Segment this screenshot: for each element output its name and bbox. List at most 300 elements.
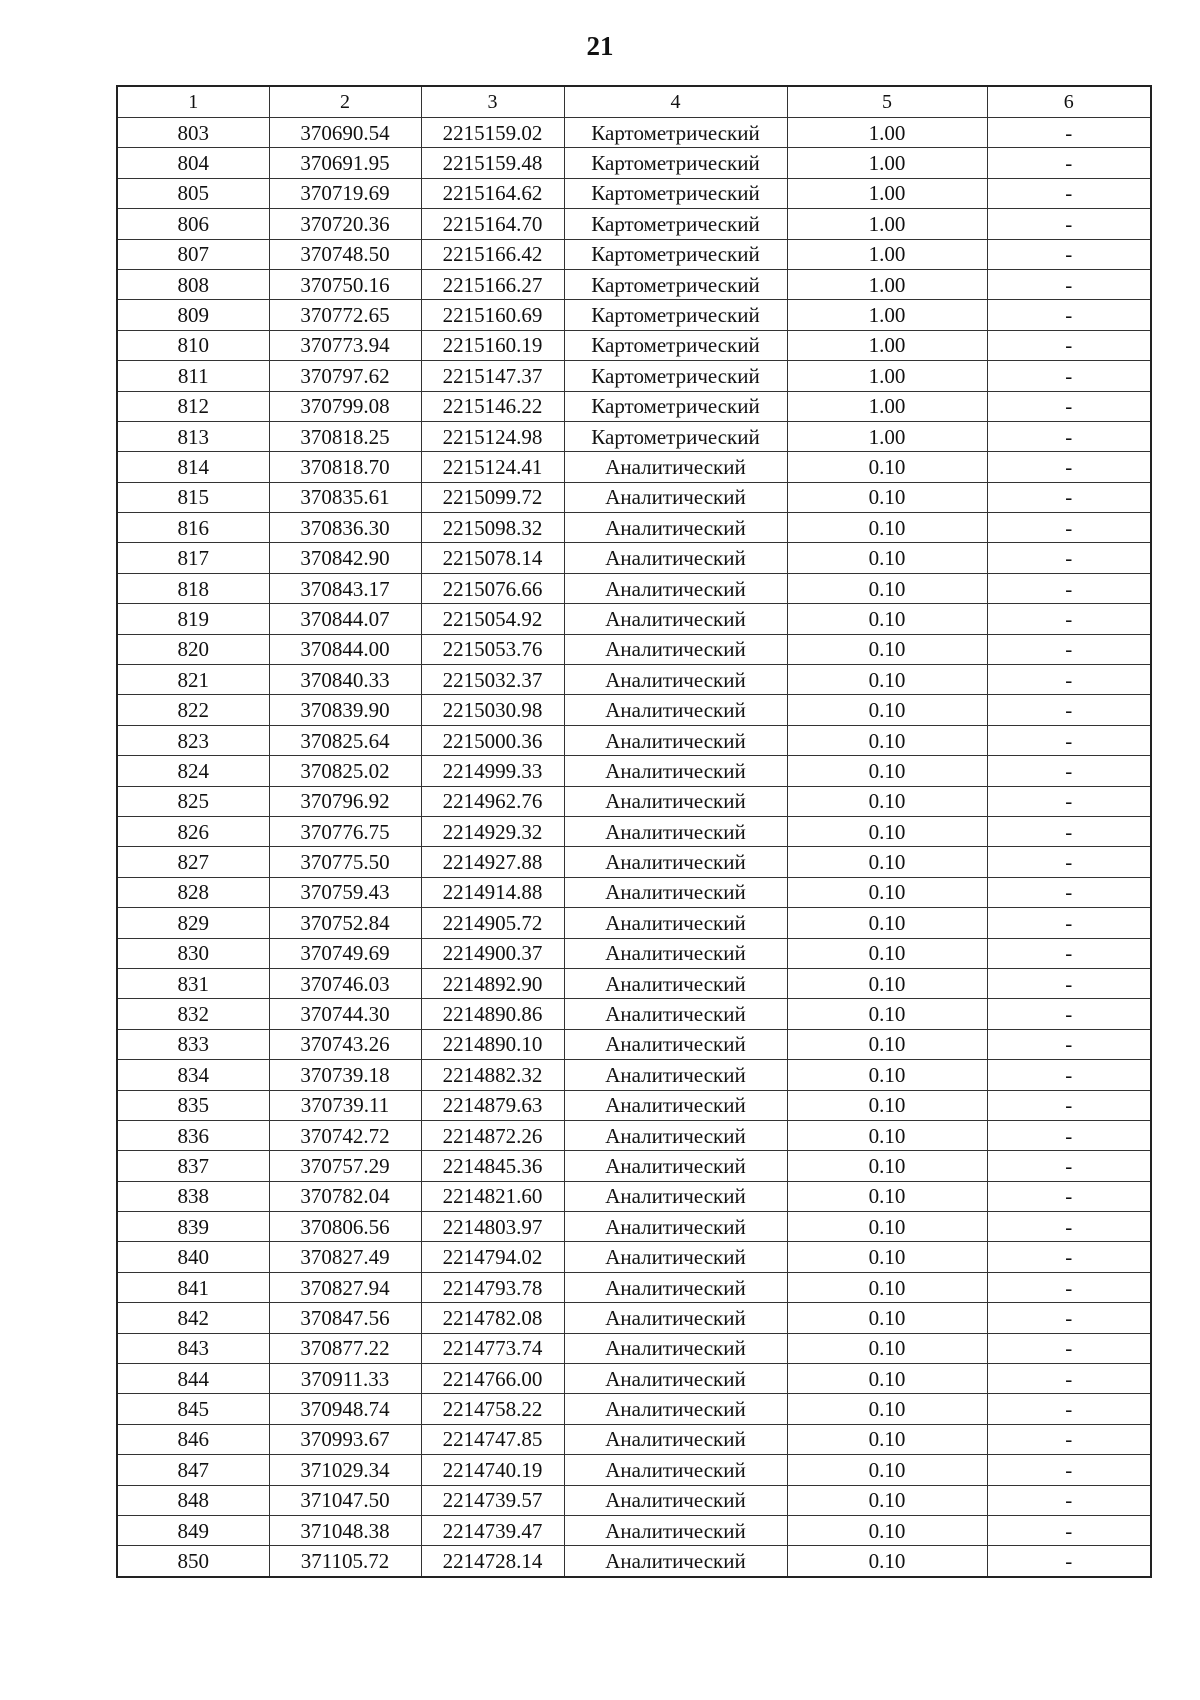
y-coordinate-cell: 2214900.37: [421, 938, 564, 968]
table-row: [117, 816, 1151, 846]
accuracy-cell: 0.10: [787, 513, 987, 543]
note-cell: -: [987, 1303, 1151, 1333]
note-cell: -: [987, 1394, 1151, 1424]
note-cell: -: [987, 1242, 1151, 1272]
accuracy-cell: 1.00: [787, 148, 987, 178]
note-cell: -: [987, 968, 1151, 998]
method-cell: Аналитический: [564, 573, 787, 603]
y-coordinate-cell: 2215078.14: [421, 543, 564, 573]
point-number-cell: 829: [117, 908, 269, 938]
x-coordinate-cell: 370796.92: [269, 786, 421, 816]
y-coordinate-cell: 2215000.36: [421, 725, 564, 755]
column-header: 3: [421, 86, 564, 118]
point-number-cell: 825: [117, 786, 269, 816]
point-number-cell: 843: [117, 1333, 269, 1363]
table-row: [117, 1455, 1151, 1485]
table-row: [117, 1029, 1151, 1059]
x-coordinate-cell: 370827.49: [269, 1242, 421, 1272]
point-number-cell: 828: [117, 877, 269, 907]
note-cell: -: [987, 1424, 1151, 1454]
method-cell: Картометрический: [564, 209, 787, 239]
point-number-cell: 838: [117, 1181, 269, 1211]
method-cell: Аналитический: [564, 1455, 787, 1485]
accuracy-cell: 0.10: [787, 1242, 987, 1272]
accuracy-cell: 0.10: [787, 1485, 987, 1515]
table-row: [117, 634, 1151, 664]
accuracy-cell: 0.10: [787, 1546, 987, 1577]
note-cell: -: [987, 604, 1151, 634]
x-coordinate-cell: 370746.03: [269, 968, 421, 998]
accuracy-cell: 0.10: [787, 1424, 987, 1454]
x-coordinate-cell: 371105.72: [269, 1546, 421, 1577]
accuracy-cell: 0.10: [787, 1515, 987, 1545]
accuracy-cell: 0.10: [787, 1151, 987, 1181]
method-cell: Аналитический: [564, 756, 787, 786]
point-number-cell: 830: [117, 938, 269, 968]
y-coordinate-cell: 2214914.88: [421, 877, 564, 907]
point-number-cell: 848: [117, 1485, 269, 1515]
x-coordinate-cell: 370825.64: [269, 725, 421, 755]
y-coordinate-cell: 2214773.74: [421, 1333, 564, 1363]
table-row: [117, 877, 1151, 907]
note-cell: -: [987, 391, 1151, 421]
note-cell: -: [987, 1029, 1151, 1059]
y-coordinate-cell: 2214728.14: [421, 1546, 564, 1577]
y-coordinate-cell: 2215146.22: [421, 391, 564, 421]
accuracy-cell: 0.10: [787, 543, 987, 573]
note-cell: -: [987, 847, 1151, 877]
table-row: [117, 361, 1151, 391]
method-cell: Аналитический: [564, 1212, 787, 1242]
note-cell: -: [987, 1364, 1151, 1394]
table-row: [117, 725, 1151, 755]
y-coordinate-cell: 2214845.36: [421, 1151, 564, 1181]
note-cell: -: [987, 816, 1151, 846]
accuracy-cell: 0.10: [787, 938, 987, 968]
method-cell: Аналитический: [564, 999, 787, 1029]
y-coordinate-cell: 2215159.02: [421, 118, 564, 148]
table-row: [117, 756, 1151, 786]
method-cell: Аналитический: [564, 604, 787, 634]
point-number-cell: 847: [117, 1455, 269, 1485]
y-coordinate-cell: 2215053.76: [421, 634, 564, 664]
x-coordinate-cell: 370744.30: [269, 999, 421, 1029]
x-coordinate-cell: 370759.43: [269, 877, 421, 907]
table-row: [117, 665, 1151, 695]
note-cell: -: [987, 269, 1151, 299]
point-number-cell: 837: [117, 1151, 269, 1181]
note-cell: -: [987, 543, 1151, 573]
method-cell: Аналитический: [564, 1120, 787, 1150]
y-coordinate-cell: 2215160.69: [421, 300, 564, 330]
y-coordinate-cell: 2214890.10: [421, 1029, 564, 1059]
method-cell: Аналитический: [564, 1394, 787, 1424]
y-coordinate-cell: 2214882.32: [421, 1060, 564, 1090]
accuracy-cell: 0.10: [787, 1090, 987, 1120]
method-cell: Аналитический: [564, 1515, 787, 1545]
accuracy-cell: 0.10: [787, 1060, 987, 1090]
note-cell: -: [987, 756, 1151, 786]
y-coordinate-cell: 2215124.98: [421, 421, 564, 451]
point-number-cell: 819: [117, 604, 269, 634]
point-number-cell: 823: [117, 725, 269, 755]
method-cell: Аналитический: [564, 908, 787, 938]
note-cell: -: [987, 300, 1151, 330]
method-cell: Аналитический: [564, 968, 787, 998]
method-cell: Аналитический: [564, 1546, 787, 1577]
table-body: [117, 118, 1151, 1577]
x-coordinate-cell: 370842.90: [269, 543, 421, 573]
table-row: [117, 1151, 1151, 1181]
point-number-cell: 812: [117, 391, 269, 421]
table-row: [117, 604, 1151, 634]
y-coordinate-cell: 2215160.19: [421, 330, 564, 360]
note-cell: -: [987, 1181, 1151, 1211]
point-number-cell: 808: [117, 269, 269, 299]
note-cell: -: [987, 786, 1151, 816]
y-coordinate-cell: 2214821.60: [421, 1181, 564, 1211]
x-coordinate-cell: 370739.18: [269, 1060, 421, 1090]
point-number-cell: 810: [117, 330, 269, 360]
table-row: [117, 968, 1151, 998]
method-cell: Аналитический: [564, 513, 787, 543]
note-cell: -: [987, 1212, 1151, 1242]
accuracy-cell: 1.00: [787, 269, 987, 299]
note-cell: -: [987, 361, 1151, 391]
accuracy-cell: 0.10: [787, 725, 987, 755]
accuracy-cell: 0.10: [787, 1181, 987, 1211]
y-coordinate-cell: 2214892.90: [421, 968, 564, 998]
x-coordinate-cell: 370743.26: [269, 1029, 421, 1059]
x-coordinate-cell: 370835.61: [269, 482, 421, 512]
accuracy-cell: 1.00: [787, 118, 987, 148]
method-cell: Картометрический: [564, 330, 787, 360]
x-coordinate-cell: 371048.38: [269, 1515, 421, 1545]
x-coordinate-cell: 370827.94: [269, 1272, 421, 1302]
x-coordinate-cell: 370691.95: [269, 148, 421, 178]
accuracy-cell: 1.00: [787, 178, 987, 208]
method-cell: Аналитический: [564, 1090, 787, 1120]
note-cell: -: [987, 482, 1151, 512]
note-cell: -: [987, 1120, 1151, 1150]
accuracy-cell: 0.10: [787, 786, 987, 816]
note-cell: -: [987, 513, 1151, 543]
note-cell: -: [987, 209, 1151, 239]
point-number-cell: 827: [117, 847, 269, 877]
table-row: [117, 1060, 1151, 1090]
x-coordinate-cell: 370748.50: [269, 239, 421, 269]
point-number-cell: 805: [117, 178, 269, 208]
point-number-cell: 846: [117, 1424, 269, 1454]
note-cell: -: [987, 148, 1151, 178]
point-number-cell: 821: [117, 665, 269, 695]
note-cell: -: [987, 1485, 1151, 1515]
method-cell: Картометрический: [564, 361, 787, 391]
method-cell: Аналитический: [564, 938, 787, 968]
note-cell: -: [987, 1272, 1151, 1302]
method-cell: Аналитический: [564, 816, 787, 846]
method-cell: Аналитический: [564, 877, 787, 907]
point-number-cell: 832: [117, 999, 269, 1029]
y-coordinate-cell: 2214766.00: [421, 1364, 564, 1394]
note-cell: -: [987, 1455, 1151, 1485]
point-number-cell: 815: [117, 482, 269, 512]
point-number-cell: 836: [117, 1120, 269, 1150]
table-row: [117, 1424, 1151, 1454]
accuracy-cell: 0.10: [787, 1120, 987, 1150]
y-coordinate-cell: 2215054.92: [421, 604, 564, 634]
method-cell: Аналитический: [564, 1151, 787, 1181]
y-coordinate-cell: 2214803.97: [421, 1212, 564, 1242]
point-number-cell: 816: [117, 513, 269, 543]
x-coordinate-cell: 370911.33: [269, 1364, 421, 1394]
table-row: [117, 1120, 1151, 1150]
x-coordinate-cell: 370825.02: [269, 756, 421, 786]
y-coordinate-cell: 2214782.08: [421, 1303, 564, 1333]
table-row: [117, 178, 1151, 208]
point-number-cell: 806: [117, 209, 269, 239]
table-header-row: [117, 86, 1151, 118]
note-cell: -: [987, 239, 1151, 269]
point-number-cell: 813: [117, 421, 269, 451]
y-coordinate-cell: 2215166.42: [421, 239, 564, 269]
point-number-cell: 833: [117, 1029, 269, 1059]
table-row: [117, 1364, 1151, 1394]
y-coordinate-cell: 2215147.37: [421, 361, 564, 391]
accuracy-cell: 0.10: [787, 1364, 987, 1394]
column-header: 6: [987, 86, 1151, 118]
method-cell: Аналитический: [564, 1029, 787, 1059]
y-coordinate-cell: 2214890.86: [421, 999, 564, 1029]
table-row: [117, 330, 1151, 360]
accuracy-cell: 0.10: [787, 908, 987, 938]
x-coordinate-cell: 370844.07: [269, 604, 421, 634]
table-row: [117, 1546, 1151, 1577]
point-number-cell: 835: [117, 1090, 269, 1120]
table-row: [117, 1515, 1151, 1545]
accuracy-cell: 0.10: [787, 1394, 987, 1424]
y-coordinate-cell: 2215099.72: [421, 482, 564, 512]
table-row: [117, 209, 1151, 239]
table-row: [117, 1394, 1151, 1424]
accuracy-cell: 0.10: [787, 1303, 987, 1333]
method-cell: Аналитический: [564, 725, 787, 755]
x-coordinate-cell: 370772.65: [269, 300, 421, 330]
y-coordinate-cell: 2214739.57: [421, 1485, 564, 1515]
table-row: [117, 300, 1151, 330]
x-coordinate-cell: 370775.50: [269, 847, 421, 877]
note-cell: -: [987, 665, 1151, 695]
table-row: [117, 239, 1151, 269]
table-row: [117, 1485, 1151, 1515]
x-coordinate-cell: 370818.25: [269, 421, 421, 451]
table-row: [117, 421, 1151, 451]
method-cell: Аналитический: [564, 1424, 787, 1454]
x-coordinate-cell: 370847.56: [269, 1303, 421, 1333]
x-coordinate-cell: 370719.69: [269, 178, 421, 208]
method-cell: Аналитический: [564, 786, 787, 816]
point-number-cell: 826: [117, 816, 269, 846]
note-cell: -: [987, 178, 1151, 208]
point-number-cell: 842: [117, 1303, 269, 1333]
accuracy-cell: 0.10: [787, 482, 987, 512]
x-coordinate-cell: 370843.17: [269, 573, 421, 603]
x-coordinate-cell: 370806.56: [269, 1212, 421, 1242]
note-cell: -: [987, 330, 1151, 360]
method-cell: Картометрический: [564, 300, 787, 330]
table-row: [117, 786, 1151, 816]
y-coordinate-cell: 2215124.41: [421, 452, 564, 482]
note-cell: -: [987, 421, 1151, 451]
accuracy-cell: 0.10: [787, 1212, 987, 1242]
y-coordinate-cell: 2215166.27: [421, 269, 564, 299]
point-number-cell: 807: [117, 239, 269, 269]
table-row: [117, 908, 1151, 938]
y-coordinate-cell: 2214962.76: [421, 786, 564, 816]
table-row: [117, 1272, 1151, 1302]
method-cell: Аналитический: [564, 1303, 787, 1333]
accuracy-cell: 0.10: [787, 604, 987, 634]
table-row: [117, 118, 1151, 148]
page-number: 21: [586, 31, 614, 61]
x-coordinate-cell: 370877.22: [269, 1333, 421, 1363]
point-number-cell: 818: [117, 573, 269, 603]
accuracy-cell: 0.10: [787, 816, 987, 846]
x-coordinate-cell: 370799.08: [269, 391, 421, 421]
table-row: [117, 543, 1151, 573]
point-number-cell: 831: [117, 968, 269, 998]
point-number-cell: 841: [117, 1272, 269, 1302]
x-coordinate-cell: 370993.67: [269, 1424, 421, 1454]
note-cell: -: [987, 1060, 1151, 1090]
note-cell: -: [987, 999, 1151, 1029]
point-number-cell: 840: [117, 1242, 269, 1272]
y-coordinate-cell: 2214879.63: [421, 1090, 564, 1120]
note-cell: -: [987, 634, 1151, 664]
x-coordinate-cell: 370776.75: [269, 816, 421, 846]
x-coordinate-cell: 370782.04: [269, 1181, 421, 1211]
point-number-cell: 822: [117, 695, 269, 725]
accuracy-cell: 1.00: [787, 300, 987, 330]
accuracy-cell: 0.10: [787, 877, 987, 907]
accuracy-cell: 1.00: [787, 330, 987, 360]
accuracy-cell: 0.10: [787, 634, 987, 664]
x-coordinate-cell: 371047.50: [269, 1485, 421, 1515]
x-coordinate-cell: 370720.36: [269, 209, 421, 239]
note-cell: -: [987, 452, 1151, 482]
table-row: [117, 513, 1151, 543]
accuracy-cell: 0.10: [787, 1029, 987, 1059]
y-coordinate-cell: 2214793.78: [421, 1272, 564, 1302]
x-coordinate-cell: 370742.72: [269, 1120, 421, 1150]
y-coordinate-cell: 2215159.48: [421, 148, 564, 178]
table-row: [117, 1181, 1151, 1211]
y-coordinate-cell: 2215076.66: [421, 573, 564, 603]
method-cell: Аналитический: [564, 634, 787, 664]
y-coordinate-cell: 2215164.70: [421, 209, 564, 239]
y-coordinate-cell: 2214740.19: [421, 1455, 564, 1485]
accuracy-cell: 1.00: [787, 421, 987, 451]
method-cell: Картометрический: [564, 391, 787, 421]
method-cell: Аналитический: [564, 695, 787, 725]
method-cell: Аналитический: [564, 452, 787, 482]
point-number-cell: 850: [117, 1546, 269, 1577]
method-cell: Аналитический: [564, 1272, 787, 1302]
method-cell: Картометрический: [564, 421, 787, 451]
point-number-cell: 845: [117, 1394, 269, 1424]
accuracy-cell: 0.10: [787, 847, 987, 877]
table-row: [117, 391, 1151, 421]
method-cell: Картометрический: [564, 239, 787, 269]
method-cell: Аналитический: [564, 482, 787, 512]
method-cell: Аналитический: [564, 1242, 787, 1272]
point-number-cell: 820: [117, 634, 269, 664]
table-row: [117, 1333, 1151, 1363]
note-cell: -: [987, 1546, 1151, 1577]
point-number-cell: 844: [117, 1364, 269, 1394]
point-number-cell: 817: [117, 543, 269, 573]
x-coordinate-cell: 370752.84: [269, 908, 421, 938]
table-row: [117, 148, 1151, 178]
note-cell: -: [987, 1333, 1151, 1363]
accuracy-cell: 0.10: [787, 665, 987, 695]
table-row: [117, 847, 1151, 877]
table-row: [117, 1212, 1151, 1242]
y-coordinate-cell: 2214794.02: [421, 1242, 564, 1272]
point-number-cell: 814: [117, 452, 269, 482]
point-number-cell: 804: [117, 148, 269, 178]
point-number-cell: 839: [117, 1212, 269, 1242]
x-coordinate-cell: 371029.34: [269, 1455, 421, 1485]
y-coordinate-cell: 2214929.32: [421, 816, 564, 846]
accuracy-cell: 1.00: [787, 209, 987, 239]
x-coordinate-cell: 370757.29: [269, 1151, 421, 1181]
point-number-cell: 811: [117, 361, 269, 391]
note-cell: -: [987, 1515, 1151, 1545]
table-row: [117, 269, 1151, 299]
y-coordinate-cell: 2214872.26: [421, 1120, 564, 1150]
x-coordinate-cell: 370749.69: [269, 938, 421, 968]
x-coordinate-cell: 370948.74: [269, 1394, 421, 1424]
y-coordinate-cell: 2215030.98: [421, 695, 564, 725]
table-row: [117, 1090, 1151, 1120]
method-cell: Картометрический: [564, 118, 787, 148]
point-number-cell: 849: [117, 1515, 269, 1545]
x-coordinate-cell: 370839.90: [269, 695, 421, 725]
x-coordinate-cell: 370844.00: [269, 634, 421, 664]
y-coordinate-cell: 2214999.33: [421, 756, 564, 786]
note-cell: -: [987, 725, 1151, 755]
accuracy-cell: 0.10: [787, 1333, 987, 1363]
table-row: [117, 999, 1151, 1029]
table-row: [117, 452, 1151, 482]
accuracy-cell: 0.10: [787, 1455, 987, 1485]
accuracy-cell: 0.10: [787, 756, 987, 786]
x-coordinate-cell: 370797.62: [269, 361, 421, 391]
x-coordinate-cell: 370840.33: [269, 665, 421, 695]
method-cell: Картометрический: [564, 269, 787, 299]
point-number-cell: 803: [117, 118, 269, 148]
accuracy-cell: 0.10: [787, 999, 987, 1029]
method-cell: Аналитический: [564, 847, 787, 877]
method-cell: Аналитический: [564, 543, 787, 573]
accuracy-cell: 1.00: [787, 239, 987, 269]
y-coordinate-cell: 2214747.85: [421, 1424, 564, 1454]
accuracy-cell: 1.00: [787, 391, 987, 421]
method-cell: Аналитический: [564, 1181, 787, 1211]
x-coordinate-cell: 370690.54: [269, 118, 421, 148]
method-cell: Аналитический: [564, 1060, 787, 1090]
